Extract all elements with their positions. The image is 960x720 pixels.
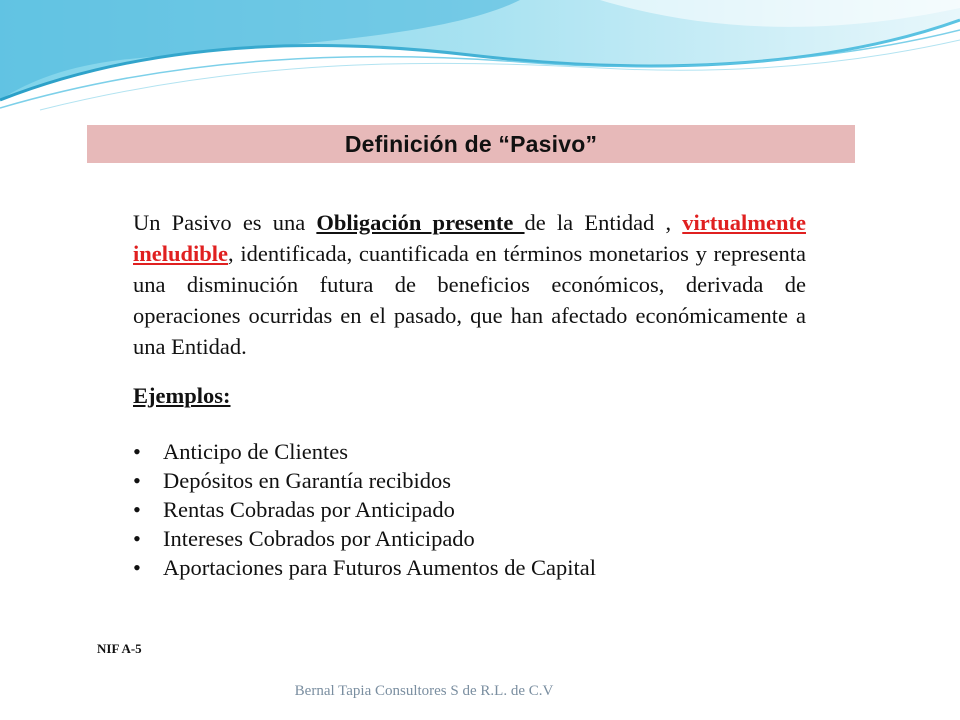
example-label: Intereses Cobrados por Anticipado (163, 526, 475, 551)
definition-paragraph (133, 207, 806, 362)
example-label: Rentas Cobradas por Anticipado (163, 497, 455, 522)
list-item (133, 524, 813, 553)
term-virtualmente-ineludible: virtualmente ineludible (133, 210, 806, 266)
bullet-icon: • (133, 497, 141, 522)
examples-list (133, 437, 813, 582)
header-wave-decoration (0, 0, 960, 120)
bullet-icon: • (133, 439, 141, 464)
source-note: NIF A-5 (97, 641, 142, 656)
term-obligacion-presente: Obligación presente (316, 210, 525, 235)
list-item (133, 437, 813, 466)
list-item (133, 466, 813, 495)
list-item (133, 495, 813, 524)
example-label: Anticipo de Clientes (163, 439, 348, 464)
footer-text: Bernal Tapia Consultores S de R.L. de C.V (294, 683, 554, 699)
list-item (133, 553, 813, 582)
examples-heading: Ejemplos: (133, 383, 231, 408)
definition-text-2: de la Entidad , (524, 210, 683, 235)
bullet-icon: • (133, 468, 141, 493)
title-bar (87, 125, 855, 163)
definition-text-3: , identificada, cuantificada en términos monetarios y representa una disminución futura de beneficios económicos, derivada de operaciones ocurridas en el pasado, que han afectado económicamente a una Entidad. (133, 241, 806, 359)
example-label: Aportaciones para Futuros Aumentos de Capital (163, 555, 597, 580)
slide-title: Definición de “Pasivo” (344, 130, 598, 157)
content-panel (87, 125, 855, 665)
example-label: Depósitos en Garantía recibidos (163, 468, 452, 493)
definition-text-1: Un Pasivo es una (133, 210, 317, 235)
bullet-icon: • (133, 526, 141, 551)
bullet-icon: • (133, 555, 141, 580)
